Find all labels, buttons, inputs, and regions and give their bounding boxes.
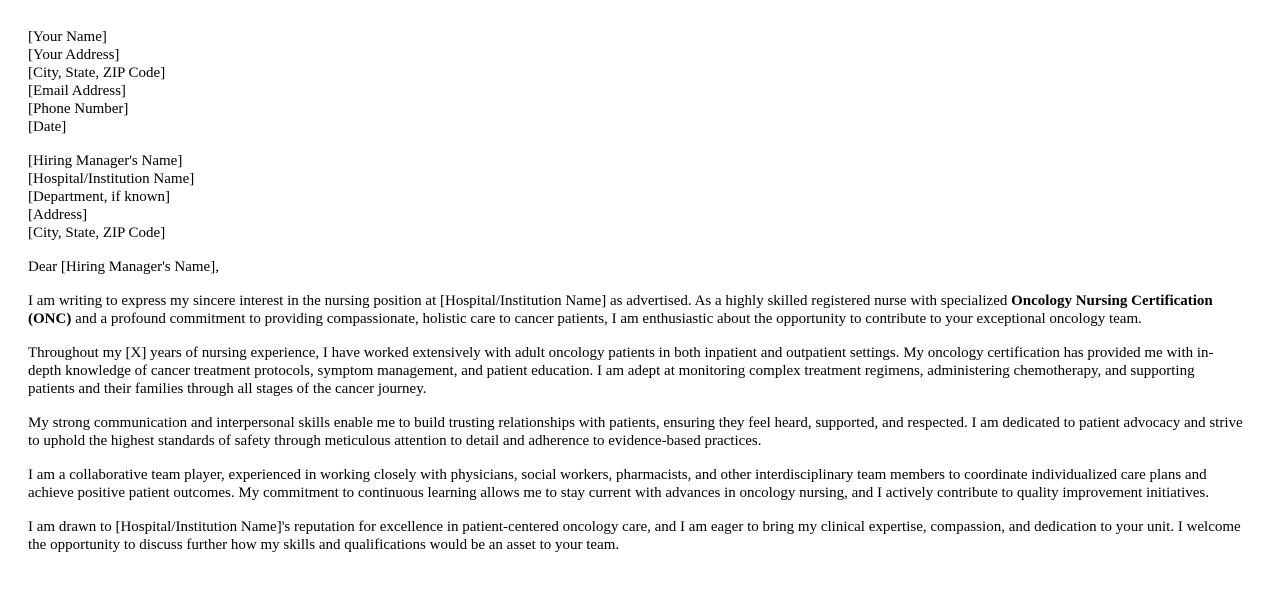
paragraph-closing: I am drawn to [Hospital/Institution Name]'s reputation for excellence in patient-centered oncology care, and I am eager to bring my clinical expertise, compassion, and dedication to your unit. I welcome the opportunity to discuss further how my skills and qualifications would be an asset to your team.	[28, 519, 1241, 553]
paragraph-intro-text-1: I am writing to express my sincere interest in the nursing position at [Hospital/Institution Name] as advertised. As a highly skilled registered nurse with specialized	[28, 293, 1012, 309]
sender-phone: [Phone Number]	[28, 101, 129, 117]
recipient-address: [Address]	[28, 207, 88, 223]
sender-name: [Your Name]	[28, 29, 107, 45]
sender-address: [Your Address]	[28, 47, 120, 63]
recipient-city-state-zip: [City, State, ZIP Code]	[28, 225, 166, 241]
paragraph-intro-text-2: and a profound commitment to providing compassionate, holistic care to cancer patients, I am enthusiastic about the opportunity to contribute to your exceptional oncology team.	[71, 311, 1142, 327]
salutation: Dear [Hiring Manager's Name],	[28, 259, 219, 275]
paragraph-communication: My strong communication and interpersonal skills enable me to build trusting relationships with patients, ensuring they feel heard, supported, and respected. I am dedicated to patient advocacy and strive to uphold the highest standards of safety through meticulous attention to detail and adherence to evidence-based practices.	[28, 415, 1243, 449]
certification-highlight: Oncology Nursing Certification (ONC)	[28, 293, 1213, 327]
sender-block	[28, 28, 1243, 136]
letter-date: [Date]	[28, 119, 67, 135]
sender-email: [Email Address]	[28, 83, 126, 99]
paragraph-experience: Throughout my [X] years of nursing experience, I have worked extensively with adult oncology patients in both inpatient and outpatient settings. My oncology certification has provided me with in-depth knowledge of cancer treatment protocols, symptom management, and patient education. I am adept at monitoring complex treatment regimens, administering chemotherapy, and supporting patients and their families through all stages of the cancer journey.	[28, 345, 1214, 397]
sender-city-state-zip: [City, State, ZIP Code]	[28, 65, 166, 81]
cover-letter	[28, 28, 1243, 554]
paragraph-teamwork: I am a collaborative team player, experienced in working closely with physicians, social workers, pharmacists, and other interdisciplinary team members to coordinate individualized care plans and achieve positive patient outcomes. My commitment to continuous learning allows me to stay current with advances in oncology nursing, and I actively contribute to quality improvement initiatives.	[28, 467, 1209, 501]
recipient-department: [Department, if known]	[28, 189, 171, 205]
recipient-name: [Hiring Manager's Name]	[28, 153, 183, 169]
recipient-institution: [Hospital/Institution Name]	[28, 171, 195, 187]
paragraph-intro	[28, 292, 1243, 328]
recipient-block	[28, 152, 1243, 242]
